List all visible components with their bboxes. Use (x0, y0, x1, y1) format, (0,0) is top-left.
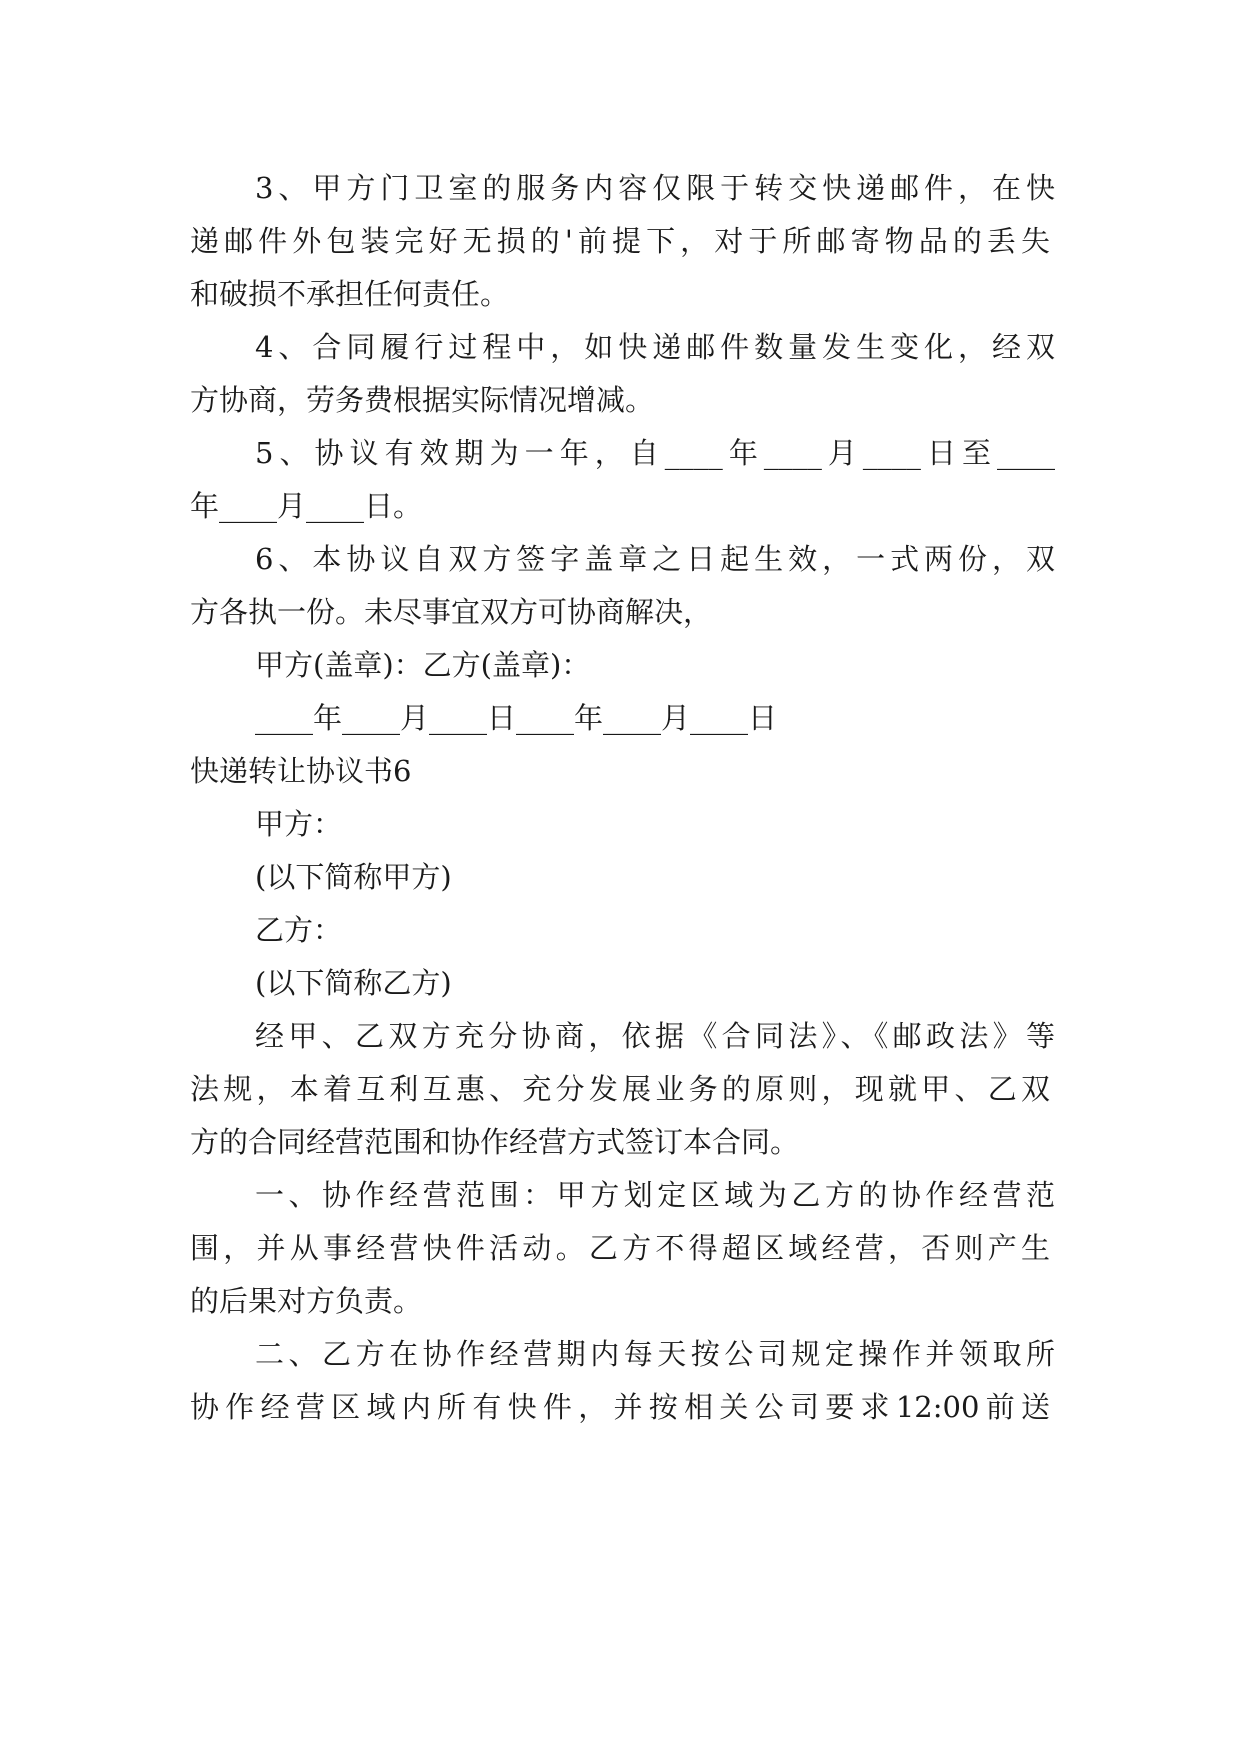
paragraph-line: 方的合同经营范围和协作经营方式签订本合同。 (190, 1125, 800, 1159)
party-a-label: 甲方： (255, 807, 343, 841)
section-title: 快递转让协议书6 (190, 754, 412, 788)
paragraph-line: 围，并从事经营快件活动。乙方不得超区域经营，否则产生 (190, 1231, 1050, 1265)
party-b-label: 乙方： (255, 913, 343, 947)
paragraph-line: 年____月____日。 (190, 489, 423, 523)
paragraph-line: 方协商，劳务费根据实际情况增减。 (190, 383, 655, 417)
date-line: ____年____月____日____年____月____日 (255, 701, 778, 735)
paragraph-line: 的后果对方负责。 (190, 1284, 423, 1318)
paragraph-line: 3、甲方门卫室的服务内容仅限于转交快递邮件，在快 (255, 171, 1055, 205)
party-a-note: (以下简称甲方) (255, 860, 452, 894)
paragraph-line: 6、本协议自双方签字盖章之日起生效，一式两份，双 (255, 542, 1055, 576)
paragraph-line: 法规，本着互利互惠、充分发展业务的原则，现就甲、乙双 (190, 1072, 1050, 1106)
paragraph-line: 二、乙方在协作经营期内每天按公司规定操作并领取所 (255, 1337, 1055, 1371)
paragraph-line: 递邮件外包装完好无损的'前提下，对于所邮寄物品的丢失 (190, 224, 1050, 258)
paragraph-line: 4、合同履行过程中，如快递邮件数量发生变化，经双 (255, 330, 1055, 364)
paragraph-line: 协作经营区域内所有快件，并按相关公司要求12:00前送 (190, 1390, 1050, 1424)
paragraph-line: 经甲、乙双方充分协商，依据《合同法》、《邮政法》等 (255, 1019, 1055, 1053)
paragraph-line: 和破损不承担任何责任。 (190, 277, 510, 311)
party-b-note: (以下简称乙方) (255, 966, 452, 1000)
paragraph-line: 方各执一份。未尽事宜双方可协商解决， (190, 595, 713, 629)
signature-line: 甲方(盖章)：乙方(盖章)： (255, 648, 591, 682)
paragraph-line: 5、协议有效期为一年，自____年____月____日至____ (255, 436, 1055, 470)
paragraph-line: 一、协作经营范围：甲方划定区域为乙方的协作经营范 (255, 1178, 1055, 1212)
